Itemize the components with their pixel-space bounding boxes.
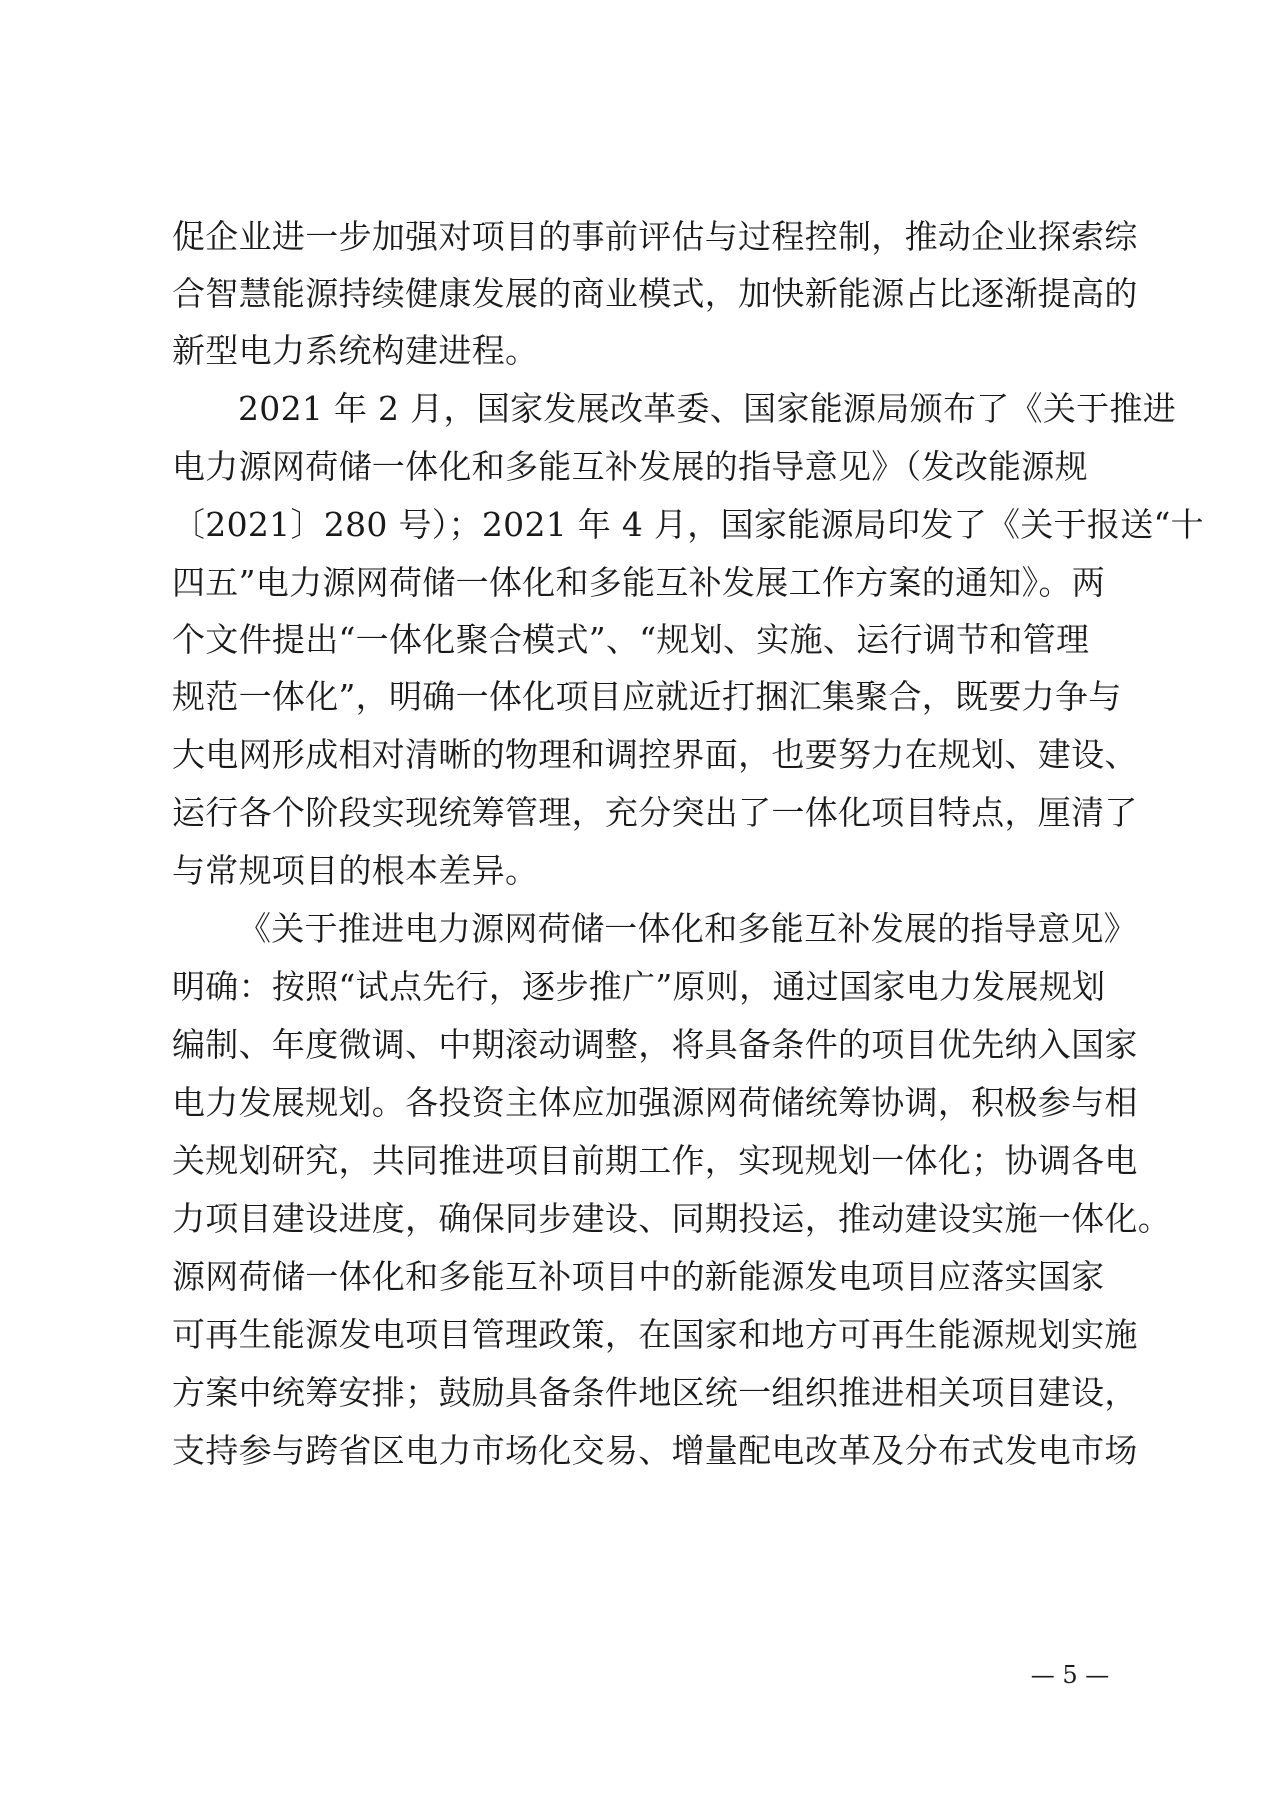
text-line: 促企业进一步加强对项目的事前评估与过程控制，推动企业探索综 (172, 217, 1138, 256)
text-line: 可再生能源发电项目管理政策，在国家和地方可再生能源规划实施 (172, 1315, 1138, 1354)
text-line: 电力源网荷储一体化和多能互补发展的指导意见》（发改能源规 (172, 447, 1088, 486)
paragraph-start-line: 2021 年 2 月，国家发展改革委、国家能源局颁布了《关于推进 (238, 389, 1177, 428)
text-line: 关规划研究，共同推进项目前期工作，实现规划一体化；协调各电 (172, 1141, 1138, 1180)
text-line: 编制、年度微调、中期滚动调整，将具备条件的项目优先纳入国家 (172, 1025, 1138, 1064)
text-line: 支持参与跨省区电力市场化交易、增量配电改革及分布式发电市场 (172, 1431, 1138, 1470)
text-line: 合智慧能源持续健康发展的商业模式，加快新能源占比逐渐提高的 (172, 274, 1138, 313)
text-line: 四五”电力源网荷储一体化和多能互补发展工作方案的通知》。两 (172, 563, 1106, 602)
text-line: 个文件提出“一体化聚合模式”、“规划、实施、运行调节和管理 (172, 620, 1090, 659)
page-number: — 5 — (1030, 1661, 1110, 1689)
paragraph-start-line: 《关于推进电力源网荷储一体化和多能互补发展的指导意见》 (238, 909, 1138, 948)
text-line: 明确：按照“试点先行，逐步推广”原则，通过国家电力发展规划 (172, 967, 1106, 1006)
text-line: 大电网形成相对清晰的物理和调控界面，也要努力在规划、建设、 (172, 735, 1138, 774)
text-line: 规范一体化”，明确一体化项目应就近打捆汇集聚合，既要力争与 (172, 677, 1122, 716)
text-line: 与常规项目的根本差异。 (172, 851, 539, 890)
text-line: 运行各个阶段实现统筹管理，充分突出了一体化项目特点，厘清了 (172, 793, 1138, 832)
text-line: 方案中统筹安排；鼓励具备条件地区统一组织推进相关项目建设， (172, 1373, 1138, 1412)
text-line: 新型电力系统构建进程。 (172, 331, 539, 370)
text-line: 力项目建设进度，确保同步建设、同期投运，推动建设实施一体化。 (172, 1199, 1171, 1238)
text-line: 电力发展规划。各投资主体应加强源网荷储统筹协调，积极参与相 (172, 1083, 1138, 1122)
text-line: 〔2021〕280 号）；2021 年 4 月，国家能源局印发了《关于报送“十 (172, 505, 1204, 544)
text-line: 源网荷储一体化和多能互补项目中的新能源发电项目应落实国家 (172, 1257, 1105, 1296)
